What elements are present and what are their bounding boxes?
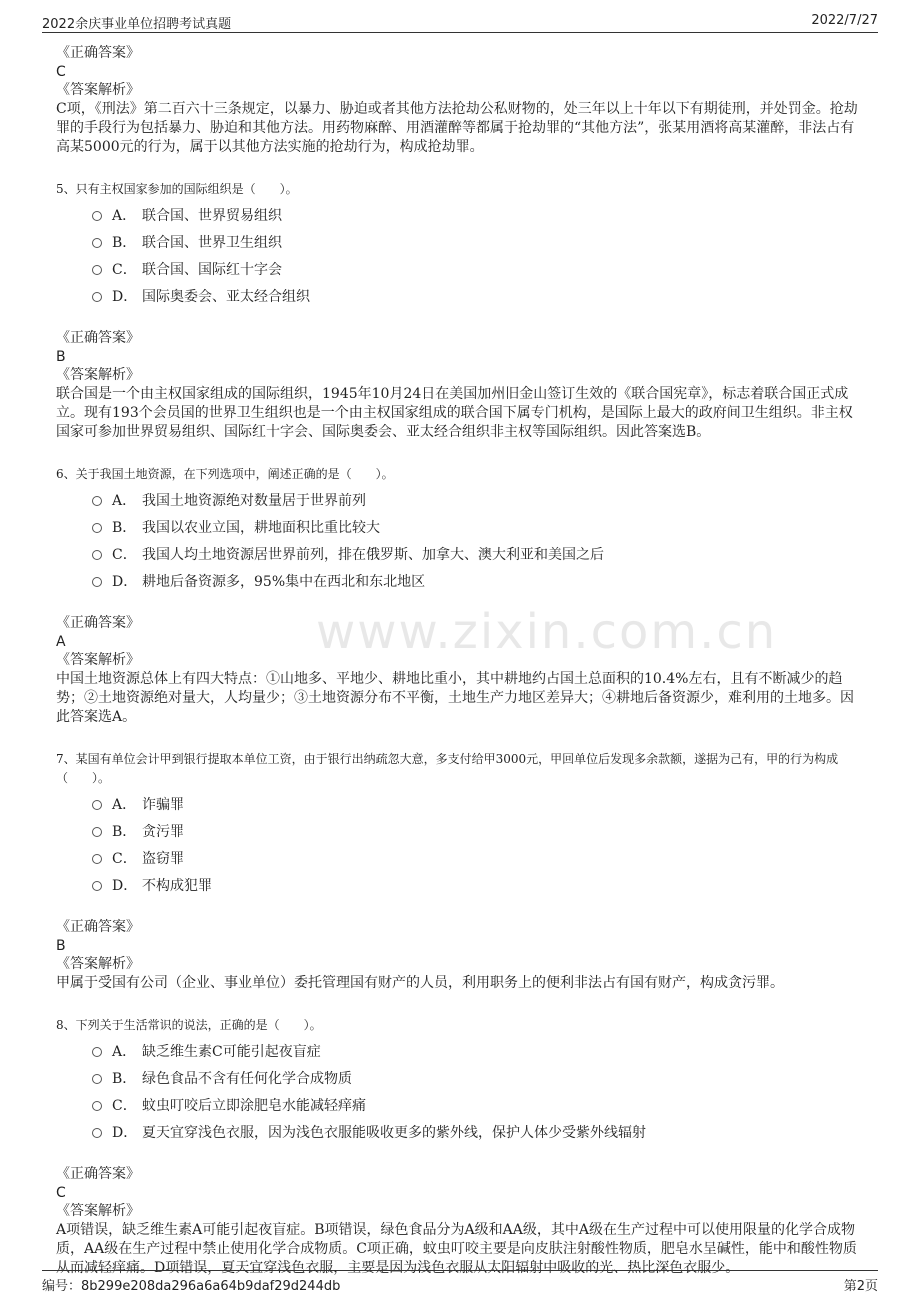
radio-icon[interactable] [92, 1074, 102, 1084]
option-c[interactable]: C． 盗窃罪 [92, 848, 866, 875]
option-b[interactable]: B． 联合国、世界卫生组织 [92, 232, 866, 259]
option-d[interactable]: D． 国际奥委会、亚太经合组织 [92, 286, 866, 313]
answer-label: 《正确答案》 [56, 919, 140, 935]
question-6 [56, 465, 866, 727]
question-stem: 7、某国有单位会计甲到银行提取本单位工资，由于银行出纳疏忽大意，多支付给甲3000元，甲回单位后发现多余款额，遂据为己有，甲的行为构成（ ）。 [56, 752, 839, 785]
options-list [92, 794, 866, 902]
analysis-text: A项错误，缺乏维生素A可能引起夜盲症。B项错误，绿色食品分为A级和AA级，其中A级在生产过程中可以使用限量的化学合成物质，AA级在生产过程中禁止使用化学合成物质。C项正确，蚊虫叮咬主要是向皮肤注射酸性物质，肥皂水呈碱性，能中和酸性物质从而减轻痒痛。D项错误，夏天宜穿浅色衣服，主要是因为浅色衣服从太阳辐射中吸收的光、热比深色衣服少。 [56, 1222, 857, 1276]
answer-value: A [56, 634, 66, 650]
option-b[interactable]: B． 贪污罪 [92, 821, 866, 848]
analysis-label: 《答案解析》 [56, 1203, 140, 1219]
analysis-text: 甲属于受国有公司（企业、事业单位）委托管理国有财产的人员，利用职务上的便利非法占有国有财产，构成贪污罪。 [56, 975, 784, 991]
analysis-label: 《答案解析》 [56, 956, 140, 972]
page-number: 第2页 [843, 1279, 878, 1294]
option-c[interactable]: C． 蚊虫叮咬后立即涂肥皂水能减轻痒痛 [92, 1095, 866, 1122]
option-a[interactable]: A． 缺乏维生素C可能引起夜盲症 [92, 1041, 866, 1068]
answer-value: B [56, 349, 66, 365]
option-c[interactable]: C． 我国人均土地资源居世界前列，排在俄罗斯、加拿大、澳大利亚和美国之后 [92, 544, 866, 571]
answer-block [56, 1165, 866, 1278]
option-a[interactable]: A． 我国土地资源绝对数量居于世界前列 [92, 490, 866, 517]
document-title: 2022余庆事业单位招聘考试真题 [42, 17, 232, 32]
option-d[interactable]: D． 耕地后备资源多，95%集中在西北和东北地区 [92, 571, 866, 598]
options-list [92, 205, 866, 313]
radio-icon[interactable] [92, 1101, 102, 1111]
radio-icon[interactable] [92, 496, 102, 506]
answer-block [56, 44, 866, 157]
radio-icon[interactable] [92, 827, 102, 837]
answer-value: B [56, 938, 66, 954]
analysis-text: C项，《刑法》第二百六十三条规定，以暴力、胁迫或者其他方法抢劫公私财物的，处三年以上十年以下有期徒刑，并处罚金。抢劫罪的手段行为包括暴力、胁迫和其他方法。用药物麻醉、用酒灌醉等都属于抢劫罪的“其他方法”，张某用酒将高某灌醉，非法占有高某5000元的行为，属于以其他方法实施的抢劫行为，构成抢劫罪。 [56, 101, 858, 155]
analysis-label: 《答案解析》 [56, 82, 140, 98]
analysis-label: 《答案解析》 [56, 652, 140, 668]
question-stem: 5、只有主权国家参加的国际组织是（ ）。 [56, 182, 298, 196]
option-b[interactable]: B． 绿色食品不含有任何化学合成物质 [92, 1068, 866, 1095]
header-date: 2022/7/27 [811, 13, 878, 28]
option-d[interactable]: D． 夏天宜穿浅色衣服，因为浅色衣服能吸收更多的紫外线，保护人体少受紫外线辐射 [92, 1122, 866, 1149]
radio-icon[interactable] [92, 1047, 102, 1057]
analysis-label: 《答案解析》 [56, 367, 140, 383]
radio-icon[interactable] [92, 881, 102, 891]
option-b[interactable]: B． 我国以农业立国，耕地面积比重比较大 [92, 517, 866, 544]
radio-icon[interactable] [92, 265, 102, 275]
question-5 [56, 180, 866, 442]
answer-label: 《正确答案》 [56, 330, 140, 346]
answer-value: C [56, 1185, 66, 1201]
watermark: www.zixin.com.cn [316, 604, 778, 660]
radio-icon[interactable] [92, 550, 102, 560]
answer-label: 《正确答案》 [56, 615, 140, 631]
answer-block [56, 329, 866, 442]
radio-icon[interactable] [92, 577, 102, 587]
radio-icon[interactable] [92, 238, 102, 248]
option-a[interactable]: A． 联合国、世界贸易组织 [92, 205, 866, 232]
answer-block [56, 918, 866, 993]
page-header [42, 10, 878, 33]
options-list [92, 1041, 866, 1149]
options-list [92, 490, 866, 598]
answer-value: C [56, 64, 66, 80]
radio-icon[interactable] [92, 854, 102, 864]
document-body [56, 44, 866, 1288]
option-a[interactable]: A． 诈骗罪 [92, 794, 866, 821]
answer-label: 《正确答案》 [56, 45, 140, 61]
question-stem: 8、下列关于生活常识的说法，正确的是（ ）。 [56, 1018, 322, 1032]
document-code: 编号：8b299e208da296a6a64b9daf29d244db [42, 1279, 341, 1294]
option-c[interactable]: C． 联合国、国际红十字会 [92, 259, 866, 286]
question-8 [56, 1016, 866, 1278]
question-7 [56, 750, 866, 993]
radio-icon[interactable] [92, 211, 102, 221]
radio-icon[interactable] [92, 1128, 102, 1138]
answer-block [56, 614, 866, 727]
answer-label: 《正确答案》 [56, 1166, 140, 1182]
radio-icon[interactable] [92, 800, 102, 810]
page-footer [42, 1270, 878, 1293]
option-d[interactable]: D． 不构成犯罪 [92, 875, 866, 902]
question-stem: 6、关于我国土地资源，在下列选项中，阐述正确的是（ ）。 [56, 467, 394, 481]
analysis-text: 中国土地资源总体上有四大特点：①山地多、平地少、耕地比重小，其中耕地约占国土总面积的10.4%左右，且有不断减少的趋势；②土地资源绝对量大，人均量少；③土地资源分布不平衡，土地生产力地区差异大；④耕地后备资源少，难利用的土地多。因此答案选A。 [56, 671, 854, 725]
analysis-text: 联合国是一个由主权国家组成的国际组织，1945年10月24日在美国加州旧金山签订生效的《联合国宪章》，标志着联合国正式成立。现有193个会员国的世界卫生组织也是一个由主权国家组成的联合国下属专门机构，是国际上最大的政府间卫生组织。非主权国家可参加世界贸易组织、国际红十字会、国际奥委会、亚太经合组织非主权等国际组织。因此答案选B。 [56, 386, 853, 440]
radio-icon[interactable] [92, 523, 102, 533]
radio-icon[interactable] [92, 292, 102, 302]
